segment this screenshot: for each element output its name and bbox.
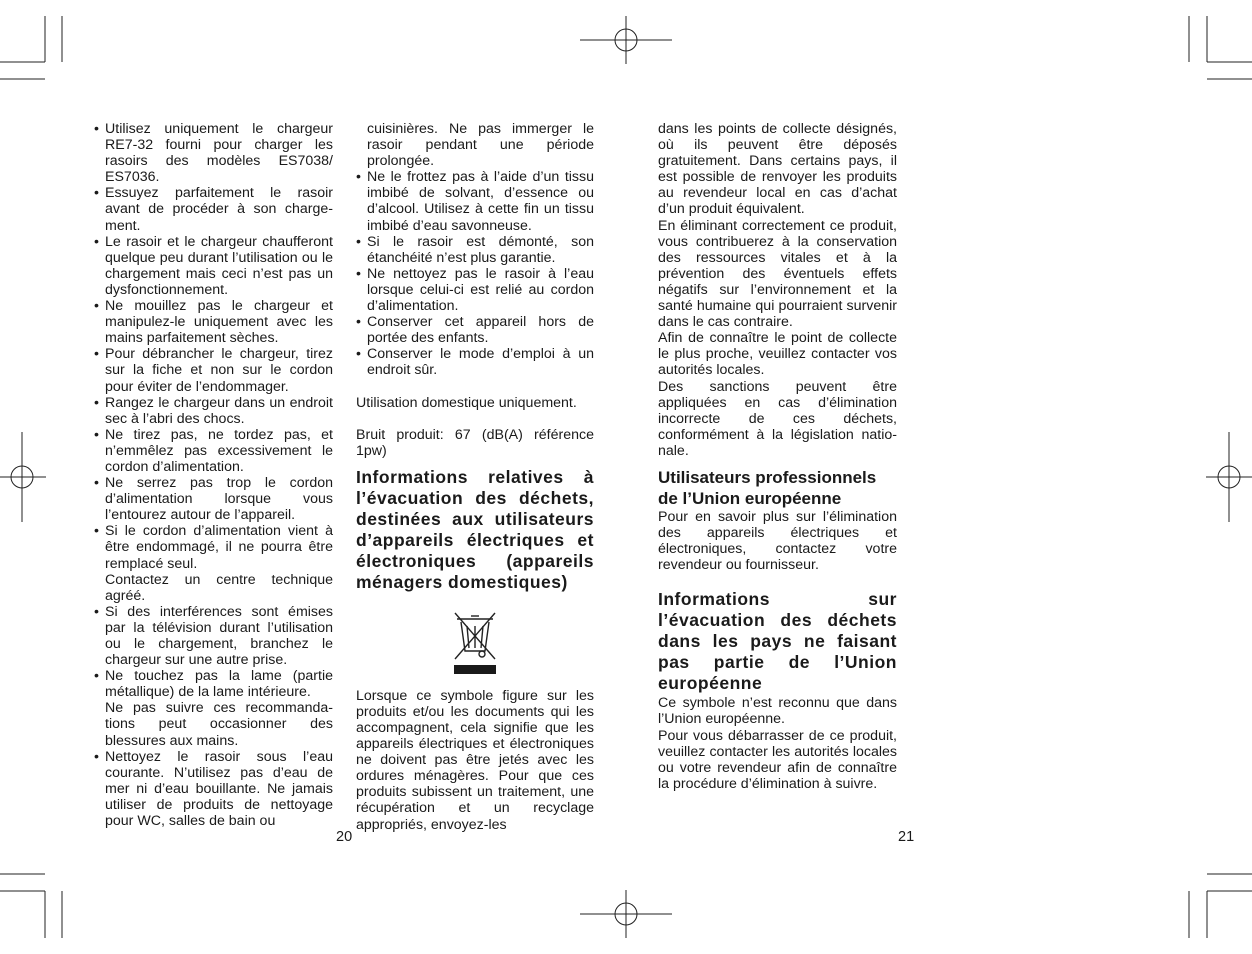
list-item: • Rangez le chargeur dans un endroit sec à l’abri des chocs. bbox=[94, 395, 333, 427]
list-item-note: Ne pas suivre ces recommanda- tions peut occasionner des blessures aux mains. bbox=[105, 700, 333, 749]
list-item: • Si le cordon d’alimentation vient à être endommagé, il ne pourra être remplacé seul. Contactez un centre technique agréé. bbox=[94, 523, 333, 603]
list-item: • Ne nettoyez pas le rasoir à l’eau lorsque celui-ci est relié au cordon d’alimentation. bbox=[356, 266, 594, 314]
paragraph: Afin de connaître le point de collecte le plus proche, veuillez contacter vos autorités locales. bbox=[658, 330, 897, 379]
domestic-use-note: Utilisation domestique uniquement. bbox=[356, 394, 577, 411]
list-item: • Essuyez parfaitement le rasoir avant de procéder à son charge- ment. bbox=[94, 185, 333, 233]
right-column bbox=[658, 121, 897, 792]
safety-list-continued bbox=[356, 169, 594, 378]
disposal-heading: Informations relatives à l’évacuation des déchets, destinées aux utilisateurs d’appareils électriques et électroniques (appareils ménagers domestiques) bbox=[356, 466, 594, 592]
paragraph: dans les points de collecte désignés, où ils peuvent être déposés gratuitement. Dans certains pays, il est possible de renvoyer les produits au revendeur local en cas d’achat d’un produit équivalent. bbox=[658, 121, 897, 218]
list-item: • Ne tirez pas, ne tordez pas, et n’emmêlez pas excessivement le cordon d’alimentation. bbox=[94, 427, 333, 475]
list-item-note: Contactez un centre technique agréé. bbox=[105, 571, 333, 604]
disposal-text: Lorsque ce symbole figure sur les produits et/ou les documents qui les accompagnent, cela signifie que les appareils électriques et électroniques ne doivent pas être jetés avec les ordures ménagères. Pour que ces produits subissent un traitement, une récupération et un recyclage appropriés, envoyez-les bbox=[356, 687, 594, 833]
page-number-left: 20 bbox=[336, 829, 353, 845]
professional-users-heading: Utilisateurs professionnels de l’Union européenne bbox=[658, 467, 877, 508]
non-eu-heading: Informations sur l’évacuation des déchets dans les pays ne faisant pas partie de l’Union européenne bbox=[658, 589, 897, 694]
continued-text: cuisinières. Ne pas immerger le rasoir pendant une période prolongée. bbox=[367, 121, 594, 170]
left-column bbox=[94, 121, 333, 829]
list-item: • Nettoyez le rasoir sous l’eau courante. N’utilisez pas d’eau de mer ni d’eau bouillante. Ne jamais utiliser de produits de nettoyage pour WC, salles de bain ou bbox=[94, 749, 333, 829]
non-eu-text: Ce symbole n’est reconnu que dans l’Union européenne. bbox=[658, 695, 897, 728]
paragraph: En éliminant correctement ce produit, vous contribuerez à la conservation des ressources vitales et à la prévention des éventuels effets négatifs sur l’environnement et la santé humaine qui pourraient survenir dans le cas contraire. bbox=[658, 217, 897, 331]
weee-symbol bbox=[356, 611, 594, 681]
list-item: • Conserver le mode d’emploi à un endroit sûr. bbox=[356, 346, 594, 378]
list-item: • Ne serrez pas trop le cordon d’alimentation lorsque vous l’entourez autour de l’appareil. bbox=[94, 475, 333, 523]
list-item: • Si des interférences sont émises par la télévision durant l’utilisation ou le chargement, branchez le chargeur sur une autre prise. bbox=[94, 604, 333, 668]
list-item: • Le rasoir et le chargeur chaufferont quelque peu durant l’utilisation ou le chargement mais ceci n’est pas un dysfonctionnement. bbox=[94, 234, 333, 298]
non-eu-text: Pour vous débarrasser de ce produit, veuillez contacter les autorités locales ou votre revendeur afin de connaître la procédure d’élimination à suivre. bbox=[658, 727, 897, 792]
professional-users-text: Pour en savoir plus sur l’élimination des appareils électriques et électroniques, contactez votre revendeur ou fournisseur. bbox=[658, 508, 897, 574]
safety-list bbox=[94, 121, 333, 829]
middle-column bbox=[356, 121, 594, 833]
list-item: • Pour débrancher le chargeur, tirez sur la fiche et non sur le cordon pour éviter de l’endommager. bbox=[94, 346, 333, 394]
noise-level-note: Bruit produit: 67 (dB(A) référence 1pw) bbox=[356, 426, 594, 459]
list-item: • Ne le frottez pas à l’aide d’un tissu imbibé de solvant, d’essence ou d’alcool. Utilisez à cette fin un tissu imbibé d’eau savonneuse. bbox=[356, 169, 594, 233]
list-item: • Conserver cet appareil hors de portée des enfants. bbox=[356, 314, 594, 346]
list-item: • Ne mouillez pas le chargeur et manipulez-le uniquement avec les mains parfaitement sèches. bbox=[94, 298, 333, 346]
list-item: • Utilisez uniquement le chargeur RE7-32 fourni pour charger les rasoirs des modèles ES7038/ ES7036. bbox=[94, 121, 333, 185]
crossed-out-wheeled-bin-icon bbox=[451, 611, 499, 677]
list-item: • Ne touchez pas la lame (partie métallique) de la lame intérieure. Ne pas suivre ces recommanda- tions peut occasionner des blessures aux mains. bbox=[94, 668, 333, 748]
paragraph: Des sanctions peuvent être appliquées en cas d’élimination incorrecte de ces déchets, conformément à la législation natio- nale. bbox=[658, 378, 897, 459]
page-number-right: 21 bbox=[898, 829, 915, 845]
list-item: • Si le rasoir est démonté, son étanchéité n’est plus garantie. bbox=[356, 234, 594, 266]
